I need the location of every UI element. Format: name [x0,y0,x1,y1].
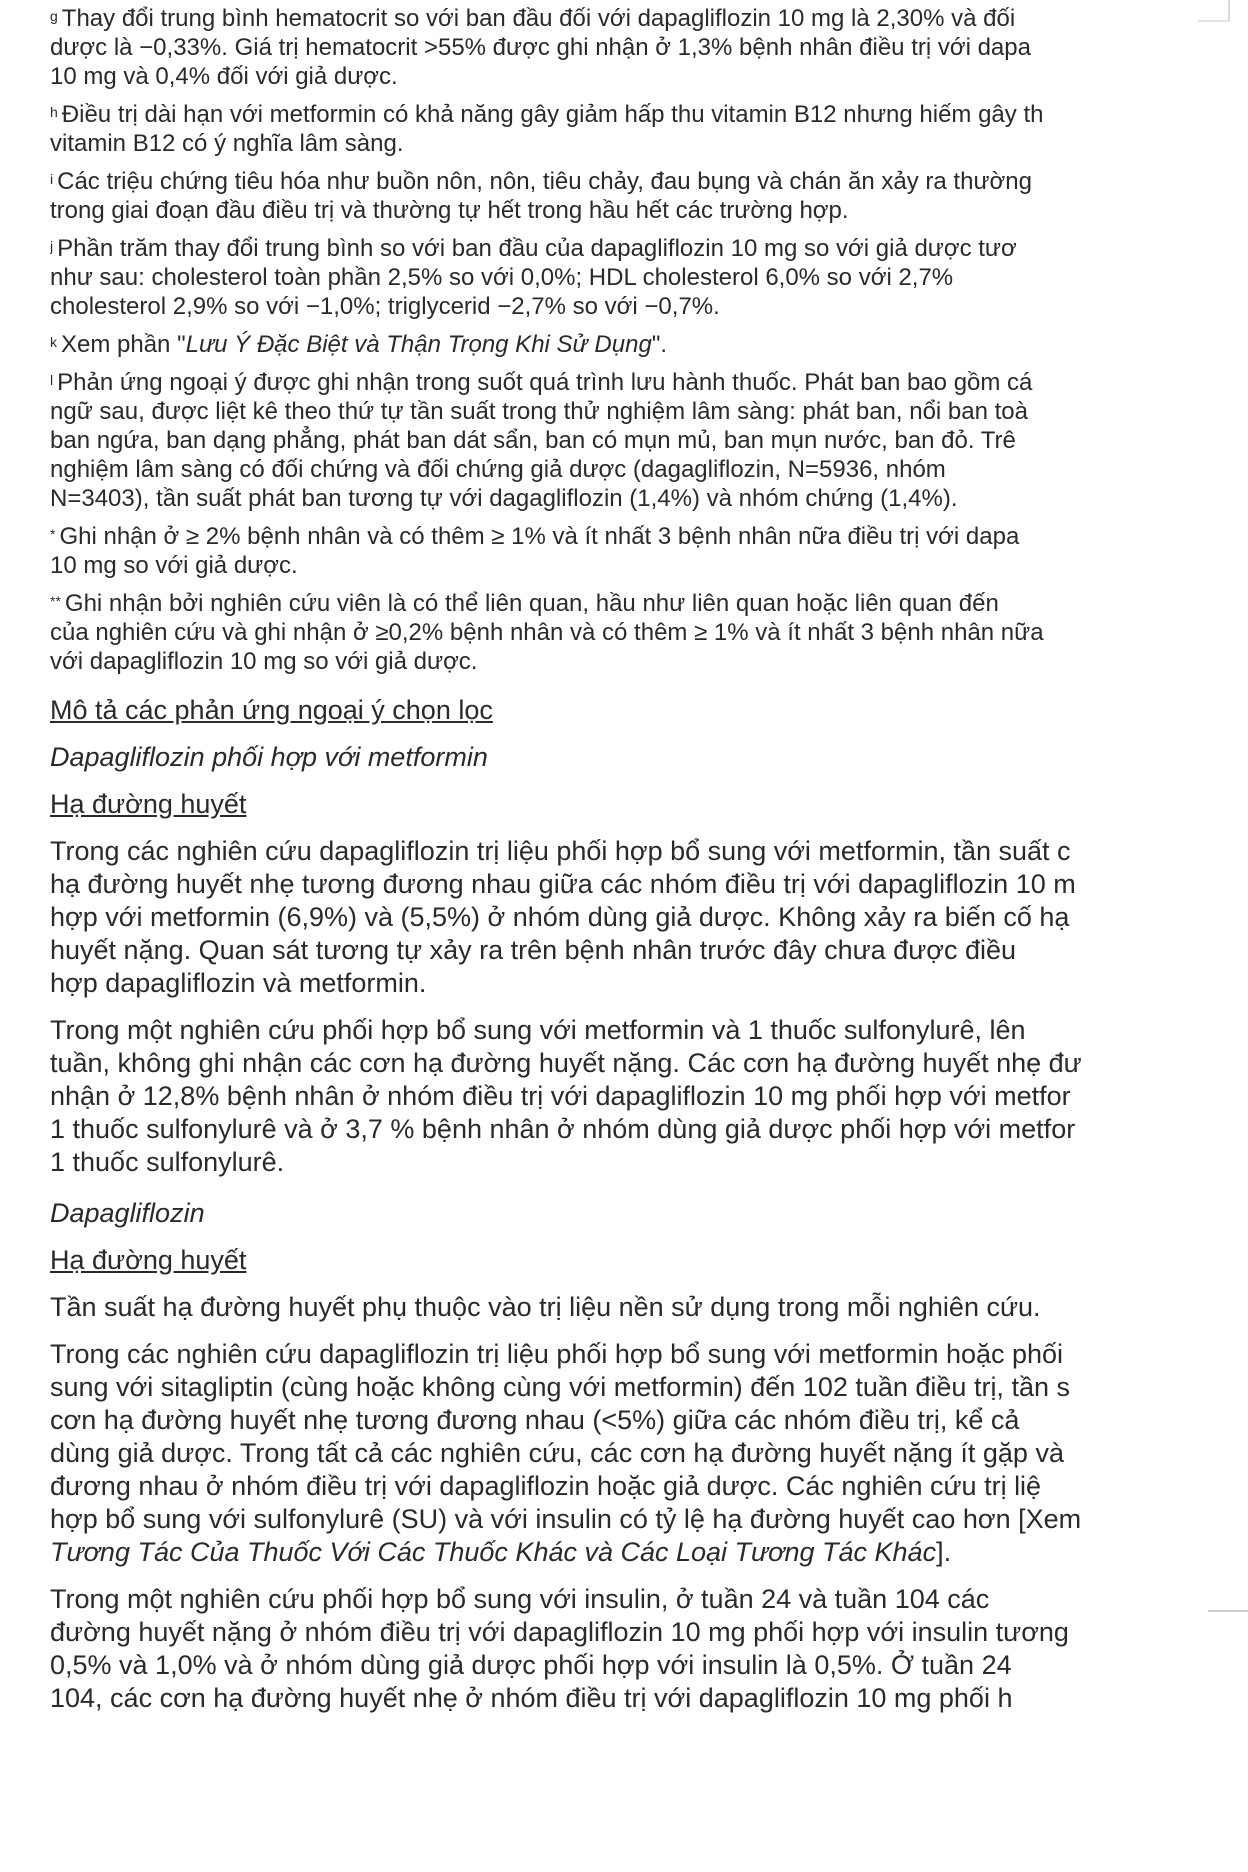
paragraph-line: Trong một nghiên cứu phối hợp bổ sung với metformin và 1 thuốc sulfonylurê, lên [50,1015,1026,1045]
paragraph-line: dùng giả dược. Trong tất cả các nghiên cứu, các cơn hạ đường huyết nặng ít gặp và [50,1438,1064,1468]
subsection-body-1 [50,835,1200,1179]
footnote-marker: * [50,526,56,542]
paragraph-line: đường huyết nặng ở nhóm điều trị với dapagliflozin 10 mg phối hợp với insulin tương [50,1617,1069,1647]
paragraph-line: nhận ở 12,8% bệnh nhân ở nhóm điều trị với dapagliflozin 10 mg phối hợp với metfor [50,1081,1071,1111]
footnote-line: nghiệm lâm sàng có đối chứng và đối chứng giả dược (dagagliflozin, N=5936, nhóm [50,456,946,483]
footnote-prefix: Xem phần " [61,331,186,358]
paragraph-line: sung với sitagliptin (cùng hoặc không cùng với metformin) đến 102 tuần điều trị, tần s [50,1372,1070,1402]
footnote [50,100,1200,158]
footnote-line: cholesterol 2,9% so với −1,0%; triglycerid −2,7% so với −0,7%. [50,293,720,320]
paragraph [50,1291,1200,1324]
footnote [50,330,1200,359]
cross-reference: Tương Tác Của Thuốc Với Các Thuốc Khác và Các Loại Tương Tác Khác [50,1537,937,1567]
paragraph-line: đương nhau ở nhóm điều trị với dapagliflozin hoặc giả dược. Các nghiên cứu trị liệ [50,1471,1042,1501]
paragraph-line: hợp dapagliflozin và metformin. [50,968,427,998]
paragraph-line: hạ đường huyết nhẹ tương đương nhau giữa các nhóm điều trị với dapagliflozin 10 m [50,869,1076,899]
paragraph [50,1583,1200,1715]
footnote-marker: l [50,372,54,388]
paragraph-line: 1 thuốc sulfonylurê và ở 3,7 % bệnh nhân ở nhóm dùng giả dược phối hợp với metfor [50,1114,1076,1144]
document-content [50,4,1200,1729]
footnote [50,4,1200,91]
footnote-line: vitamin B12 có ý nghĩa lâm sàng. [50,130,404,157]
footnote-line: $^g$ Thay đổi trung bình hematocrit so với ban đầu đối với dapagliflozin 10 mg là 2,30% và đối [50,5,1016,32]
footnote-line: 10 mg so với giả dược. [50,552,298,579]
paragraph-line: tuần, không ghi nhận các cơn hạ đường huyết nặng. Các cơn hạ đường huyết nhẹ đư [50,1048,1082,1078]
paragraph [50,835,1200,1000]
subsection-title-1: Dapagliflozin phối hợp với metformin [50,742,488,772]
footnote-line: $^j$ Phần trăm thay đổi trung bình so với ban đầu của dapagliflozin 10 mg so với giả dược tươ [50,235,1017,262]
footnote [50,167,1200,225]
footnote-marker: g [50,8,58,24]
paragraph-line: Trong các nghiên cứu dapagliflozin trị liệu phối hợp bổ sung với metformin hoặc phối [50,1339,1064,1369]
paragraph-line: huyết nặng. Quan sát tương tự xảy ra trên bệnh nhân trước đây chưa được điều [50,935,1017,965]
footnote [50,589,1200,676]
footnote-line: dược là −0,33%. Giá trị hematocrit >55% được ghi nhận ở 1,3% bệnh nhân điều trị với dapa [50,34,1031,61]
footnote-line: ngữ sau, được liệt kê theo thứ tự tần suất trong thử nghiệm lâm sàng: phát ban, nổi ban toà [50,398,1028,425]
paragraph-line: 0,5% và 1,0% và ở nhóm dùng giả dược phối hợp với insulin là 0,5%. Ở tuần 24 [50,1650,1012,1680]
footnote-line [50,330,1200,359]
paragraph-line: cơn hạ đường huyết nhẹ tương đương nhau (<5%) giữa các nhóm điều trị, kể cả [50,1405,1020,1435]
footnote [50,368,1200,513]
subsection-body-2 [50,1291,1200,1715]
footnote-marker: ** [50,593,61,609]
paragraph [50,1338,1200,1569]
footnote-line: $^i$ Các triệu chứng tiêu hóa như buồn nôn, nôn, tiêu chảy, đau bụng và chán ăn xảy ra thường [50,168,1032,195]
subsection-heading-1: Hạ đường huyết [50,789,247,819]
footnote-line: trong giai đoạn đầu điều trị và thường tự hết trong hầu hết các trường hợp. [50,197,849,224]
footnote-line: N=3403), tần suất phát ban tương tự với dagagliflozin (1,4%) và nhóm chứng (1,4%). [50,485,958,512]
paragraph-line: 104, các cơn hạ đường huyết nhẹ ở nhóm điều trị với dapagliflozin 10 mg phối h [50,1683,1013,1713]
paragraph [50,1014,1200,1179]
footnote-line: ** Ghi nhận bởi nghiên cứu viên là có thể liên quan, hầu như liên quan hoặc liên quan đến [50,590,999,617]
paragraph-line: hợp bổ sung với sulfonylurê (SU) và với insulin có tỷ lệ hạ đường huyết cao hơn [Xem [50,1504,1082,1534]
corner-mark [1198,0,1230,22]
paragraph-line: hợp với metformin (6,9%) và (5,5%) ở nhóm dùng giả dược. Không xảy ra biến cố hạ [50,902,1070,932]
footnote [50,522,1200,580]
paragraph-line: Trong một nghiên cứu phối hợp bổ sung với insulin, ở tuần 24 và tuần 104 các [50,1584,990,1614]
footnote-line: $^h$ Điều trị dài hạn với metformin có khả năng gây giảm hấp thu vitamin B12 nhưng hiếm gây th [50,101,1044,128]
subsection-heading-2: Hạ đường huyết [50,1245,247,1275]
footnote-marker: h [50,104,58,120]
footnote-marker: i [50,171,54,187]
paragraph-line: Tần suất hạ đường huyết phụ thuộc vào trị liệu nền sử dụng trong mỗi nghiên cứu. [50,1292,1041,1322]
cross-reference-suffix: ]. [936,1537,952,1567]
footnote-line: với dapagliflozin 10 mg so với giả dược. [50,648,478,675]
footnote-suffix: ". [651,331,667,358]
footnote-marker: j [50,238,54,254]
subsection-title-2: Dapagliflozin [50,1198,205,1228]
footnote-marker: k [50,334,57,350]
footnote-line: ban ngứa, ban dạng phẳng, phát ban dát sẩn, ban có mụn mủ, ban mụn nước, ban đỏ. Trê [50,427,1016,454]
paragraph-line: Trong các nghiên cứu dapagliflozin trị liệu phối hợp bổ sung với metformin, tần suất c [50,836,1071,866]
footnote-line: của nghiên cứu và ghi nhận ở ≥0,2% bệnh nhân và có thêm ≥ 1% và ít nhất 3 bệnh nhân nữa [50,619,1044,646]
footnote-line: * Ghi nhận ở ≥ 2% bệnh nhân và có thêm ≥ 1% và ít nhất 3 bệnh nhân nữa điều trị với dapa [50,523,1020,550]
edge-mark [1208,1610,1248,1612]
footnote-line: như sau: cholesterol toàn phần 2,5% so với 0,0%; HDL cholesterol 6,0% so với 2,7% [50,264,954,291]
footnote-italic-ref: Lưu Ý Đặc Biệt và Thận Trọng Khi Sử Dụng [185,331,652,358]
section-title: Mô tả các phản ứng ngoại ý chọn lọc [50,695,493,725]
footnote-line: $^l$ Phản ứng ngoại ý được ghi nhận trong suốt quá trình lưu hành thuốc. Phát ban bao gồm cá [50,369,1033,396]
footnotes-block [50,4,1200,676]
paragraph-line: 1 thuốc sulfonylurê. [50,1147,285,1177]
footnote [50,234,1200,321]
paragraph-line [50,1536,1200,1569]
footnote-line: 10 mg và 0,4% đối với giả dược. [50,63,398,90]
